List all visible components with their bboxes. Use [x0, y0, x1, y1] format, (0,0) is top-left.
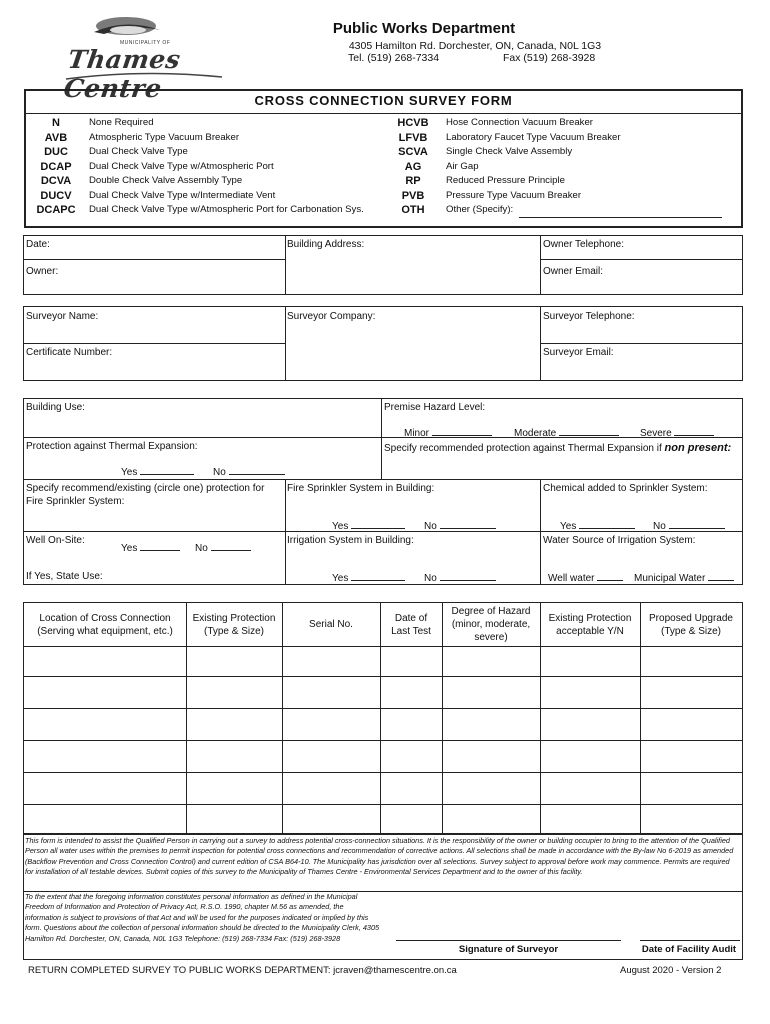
table-cell[interactable] — [24, 805, 185, 833]
hazard-minor-option[interactable]: Minor — [404, 426, 492, 440]
department-title: Public Works Department — [332, 20, 516, 37]
table-cell[interactable] — [381, 741, 441, 771]
legend-code: HCVB — [397, 117, 429, 129]
table-cell[interactable] — [283, 647, 379, 675]
logo-name: Thames Centre — [61, 45, 183, 103]
legend-code: SCVA — [398, 146, 428, 158]
department-tel: Tel. (519) 268-7334 — [348, 52, 440, 64]
water-source-label: Water Source of Irrigation System: — [543, 535, 696, 546]
col-degree-hazard: Degree of Hazard (minor, moderate, severe) — [451, 606, 531, 643]
hazard-severe-option[interactable]: Severe — [640, 426, 714, 440]
table-cell[interactable] — [541, 805, 639, 833]
return-instruction: RETURN COMPLETED SURVEY TO PUBLIC WORKS DEPARTMENT: jcraven@thamescentre.on.ca — [28, 965, 457, 976]
fire-sprinkler-label: Fire Sprinkler System in Building: — [287, 483, 435, 494]
legend-code: AG — [404, 160, 422, 173]
table-cell[interactable] — [187, 647, 281, 675]
logo-small-text: MUNICIPALITY OF — [120, 40, 171, 46]
table-cell[interactable] — [541, 773, 639, 803]
table-cell[interactable] — [443, 647, 539, 675]
chemical-no-option[interactable]: No — [653, 519, 725, 533]
col-existing-protection: Existing Protection (Type & Size) — [192, 612, 276, 637]
owner-field[interactable]: Owner: — [26, 266, 59, 277]
legend-code: DCVA — [40, 175, 72, 187]
building-use-field[interactable]: Building Use: — [26, 402, 85, 413]
department-fax: Fax (519) 268-3928 — [503, 52, 596, 64]
thermal-expansion-label: Protection against Thermal Expansion: — [26, 441, 198, 452]
table-cell[interactable] — [541, 677, 639, 707]
well-no-option[interactable]: No — [195, 541, 251, 555]
table-cell[interactable] — [381, 805, 441, 833]
legend-description: Pressure Type Vacuum Breaker — [446, 189, 582, 201]
disclaimer-text: This form is intended to assist the Qualified Person in carrying out a survey to address potential cross-connection situations. It is the responsibility of the owner or building occupier to bring to the attention of the Qualified Person all water uses within the premises to permit inspection for potential cross connections and recommendation of corrective actions. All selections shall be made in accordance with the By-law No 6-2019 as amended (Backflow Prevention and Cross Connection Control) and current edition of CSA B64-10. The Municipality has jurisdiction over all selections. Survey subject to approval before work may commence. Permits are required for installation of all testable devices. Submit copies of this survey to the Municipality of Thames Centre - Environmental Services Department and to the owner of this facility. — [25, 836, 734, 877]
legend-code: DCAP — [40, 160, 72, 173]
table-cell[interactable] — [187, 805, 281, 833]
table-cell[interactable] — [283, 805, 379, 833]
table-cell[interactable] — [381, 773, 441, 803]
hazard-moderate-option[interactable]: Moderate — [514, 426, 619, 440]
table-cell[interactable] — [641, 741, 742, 771]
legend-code: PVB — [401, 189, 425, 202]
well-water-option[interactable]: Well water — [548, 571, 623, 585]
state-use-field[interactable]: If Yes, State Use: — [26, 571, 103, 582]
col-location: Location of Cross Connection (Serving what equipment, etc.) — [37, 612, 173, 637]
form-version: August 2020 - Version 2 — [620, 965, 722, 976]
legend-description: Double Check Valve Assembly Type — [89, 175, 243, 186]
department-address: 4305 Hamilton Rd. Dorchester, ON, Canada, N0L 1G3 — [348, 40, 602, 52]
privacy-notice: To the extent that the foregoing information constitutes personal information as defined in the Municipal Freedom of Information and Protection of Privacy Act, R.S.O. 1990, chapter M.56 as amended, the information is subject to provisions of that Act and will be used for the purposes indicated or implied by this form. Questions about the collection of personal information should be directed to the Municipality Clerk, 4305 Hamilton Rd. Dorchester, ON, Canada, N0L 1G3 Telephone: (519) 268-7334 Fax: (519) 268-3928 — [25, 892, 380, 943]
table-cell[interactable] — [443, 773, 539, 803]
legend-description: Dual Check Valve Type — [89, 146, 188, 157]
legend-description: None Required — [89, 117, 154, 128]
legend-description: Dual Check Valve Type w/Atmospheric Port for Carbonation Sys. — [89, 204, 364, 215]
irrigation-label: Irrigation System in Building: — [287, 535, 414, 546]
table-cell[interactable] — [283, 709, 379, 739]
legend-description: Other (Specify): — [446, 204, 514, 215]
legend-description: Reduced Pressure Principle — [446, 175, 565, 186]
sprinkler-protection-label: Specify recommend/existing (circle one) protection for Fire Sprinkler System: — [26, 483, 265, 507]
legend-code: LFVB — [398, 131, 428, 144]
signature-of-surveyor[interactable]: Signature of Surveyor — [458, 944, 559, 955]
well-yes-option[interactable]: Yes — [121, 541, 180, 555]
legend-code: AVB — [44, 131, 68, 144]
col-protection-acceptable: Existing Protection acceptable Y/N — [548, 612, 632, 637]
legend-description: Laboratory Faucet Type Vacuum Breaker — [446, 131, 621, 143]
date-field[interactable]: Date: — [26, 239, 50, 250]
col-date-last-test: Date of Last Test — [391, 612, 431, 637]
table-cell[interactable] — [187, 709, 281, 739]
table-cell[interactable] — [24, 741, 185, 771]
legend-code: RP — [405, 175, 421, 187]
table-cell[interactable] — [24, 677, 185, 707]
chemical-label: Chemical added to Sprinkler System: — [543, 483, 708, 494]
table-cell[interactable] — [283, 677, 379, 707]
table-cell[interactable] — [381, 677, 441, 707]
certificate-number-field[interactable]: Certificate Number: — [26, 347, 113, 358]
table-cell[interactable] — [541, 709, 639, 739]
premise-hazard-label: Premise Hazard Level: — [384, 402, 486, 413]
surveyor-name-field[interactable]: Surveyor Name: — [26, 311, 99, 322]
legend-code: DUCV — [40, 189, 72, 202]
legend-description: Single Check Valve Assembly — [446, 146, 573, 157]
owner-email-field[interactable]: Owner Email: — [543, 266, 604, 277]
table-cell[interactable] — [187, 773, 281, 803]
table-cell[interactable] — [541, 647, 639, 675]
surveyor-company-field[interactable]: Surveyor Company: — [287, 311, 376, 322]
legend-description: Dual Check Valve Type w/Atmospheric Port — [89, 160, 274, 172]
legend-description: Dual Check Valve Type w/Intermediate Vent — [89, 189, 276, 201]
legend-code: DCAPC — [36, 204, 76, 216]
table-cell[interactable] — [283, 741, 379, 771]
legend-code: N — [52, 117, 60, 129]
legend-description: Atmospheric Type Vacuum Breaker — [89, 131, 240, 143]
table-cell[interactable] — [187, 741, 281, 771]
legend-code: OTH — [401, 204, 425, 216]
table-cell[interactable] — [641, 677, 742, 707]
table-cell[interactable] — [24, 647, 185, 675]
municipal-water-option[interactable]: Municipal Water — [634, 571, 734, 585]
sprinkler-no-option[interactable]: No — [424, 519, 496, 533]
owner-telephone-field[interactable]: Owner Telephone: — [543, 239, 624, 250]
table-cell[interactable] — [641, 773, 742, 803]
table-cell[interactable] — [541, 741, 639, 771]
legend-description: Air Gap — [446, 160, 479, 172]
table-cell[interactable] — [381, 647, 441, 675]
table-cell[interactable] — [443, 741, 539, 771]
specify-thermal-label: Specify recommended protection against Thermal Expansion if non present: — [384, 442, 732, 454]
col-proposed-upgrade: Proposed Upgrade (Type & Size) — [649, 612, 733, 637]
thermal-yes-option[interactable]: Yes — [121, 465, 194, 479]
form-title: CROSS CONNECTION SURVEY FORM — [254, 93, 513, 108]
table-cell[interactable] — [443, 709, 539, 739]
well-on-site-label: Well On-Site: — [26, 535, 85, 546]
table-cell[interactable] — [641, 805, 742, 833]
date-of-facility-audit[interactable]: Date of Facility Audit — [641, 944, 737, 955]
irrigation-no-option[interactable]: No — [424, 571, 496, 585]
table-cell[interactable] — [283, 773, 379, 803]
legend-code: DUC — [44, 146, 68, 158]
chemical-yes-option[interactable]: Yes — [560, 519, 635, 533]
table-cell[interactable] — [187, 677, 281, 707]
table-cell[interactable] — [641, 709, 742, 739]
municipality-logo — [61, 12, 224, 103]
table-cell[interactable] — [381, 709, 441, 739]
table-cell[interactable] — [24, 773, 185, 803]
table-cell[interactable] — [443, 805, 539, 833]
surveyor-telephone-field[interactable]: Surveyor Telephone: — [543, 311, 635, 322]
legend-description: Hose Connection Vacuum Breaker — [446, 117, 594, 128]
col-serial-no: Serial No. — [309, 619, 353, 630]
table-cell[interactable] — [24, 709, 185, 739]
table-cell[interactable] — [641, 647, 742, 675]
irrigation-yes-option[interactable]: Yes — [332, 571, 405, 585]
other-specify-line[interactable] — [519, 217, 722, 218]
thermal-no-option[interactable]: No — [213, 465, 285, 479]
sprinkler-yes-option[interactable]: Yes — [332, 519, 405, 533]
building-address-field[interactable]: Building Address: — [287, 239, 365, 250]
surveyor-email-field[interactable]: Surveyor Email: — [543, 347, 614, 358]
table-cell[interactable] — [443, 677, 539, 707]
owner-section — [23, 235, 743, 295]
